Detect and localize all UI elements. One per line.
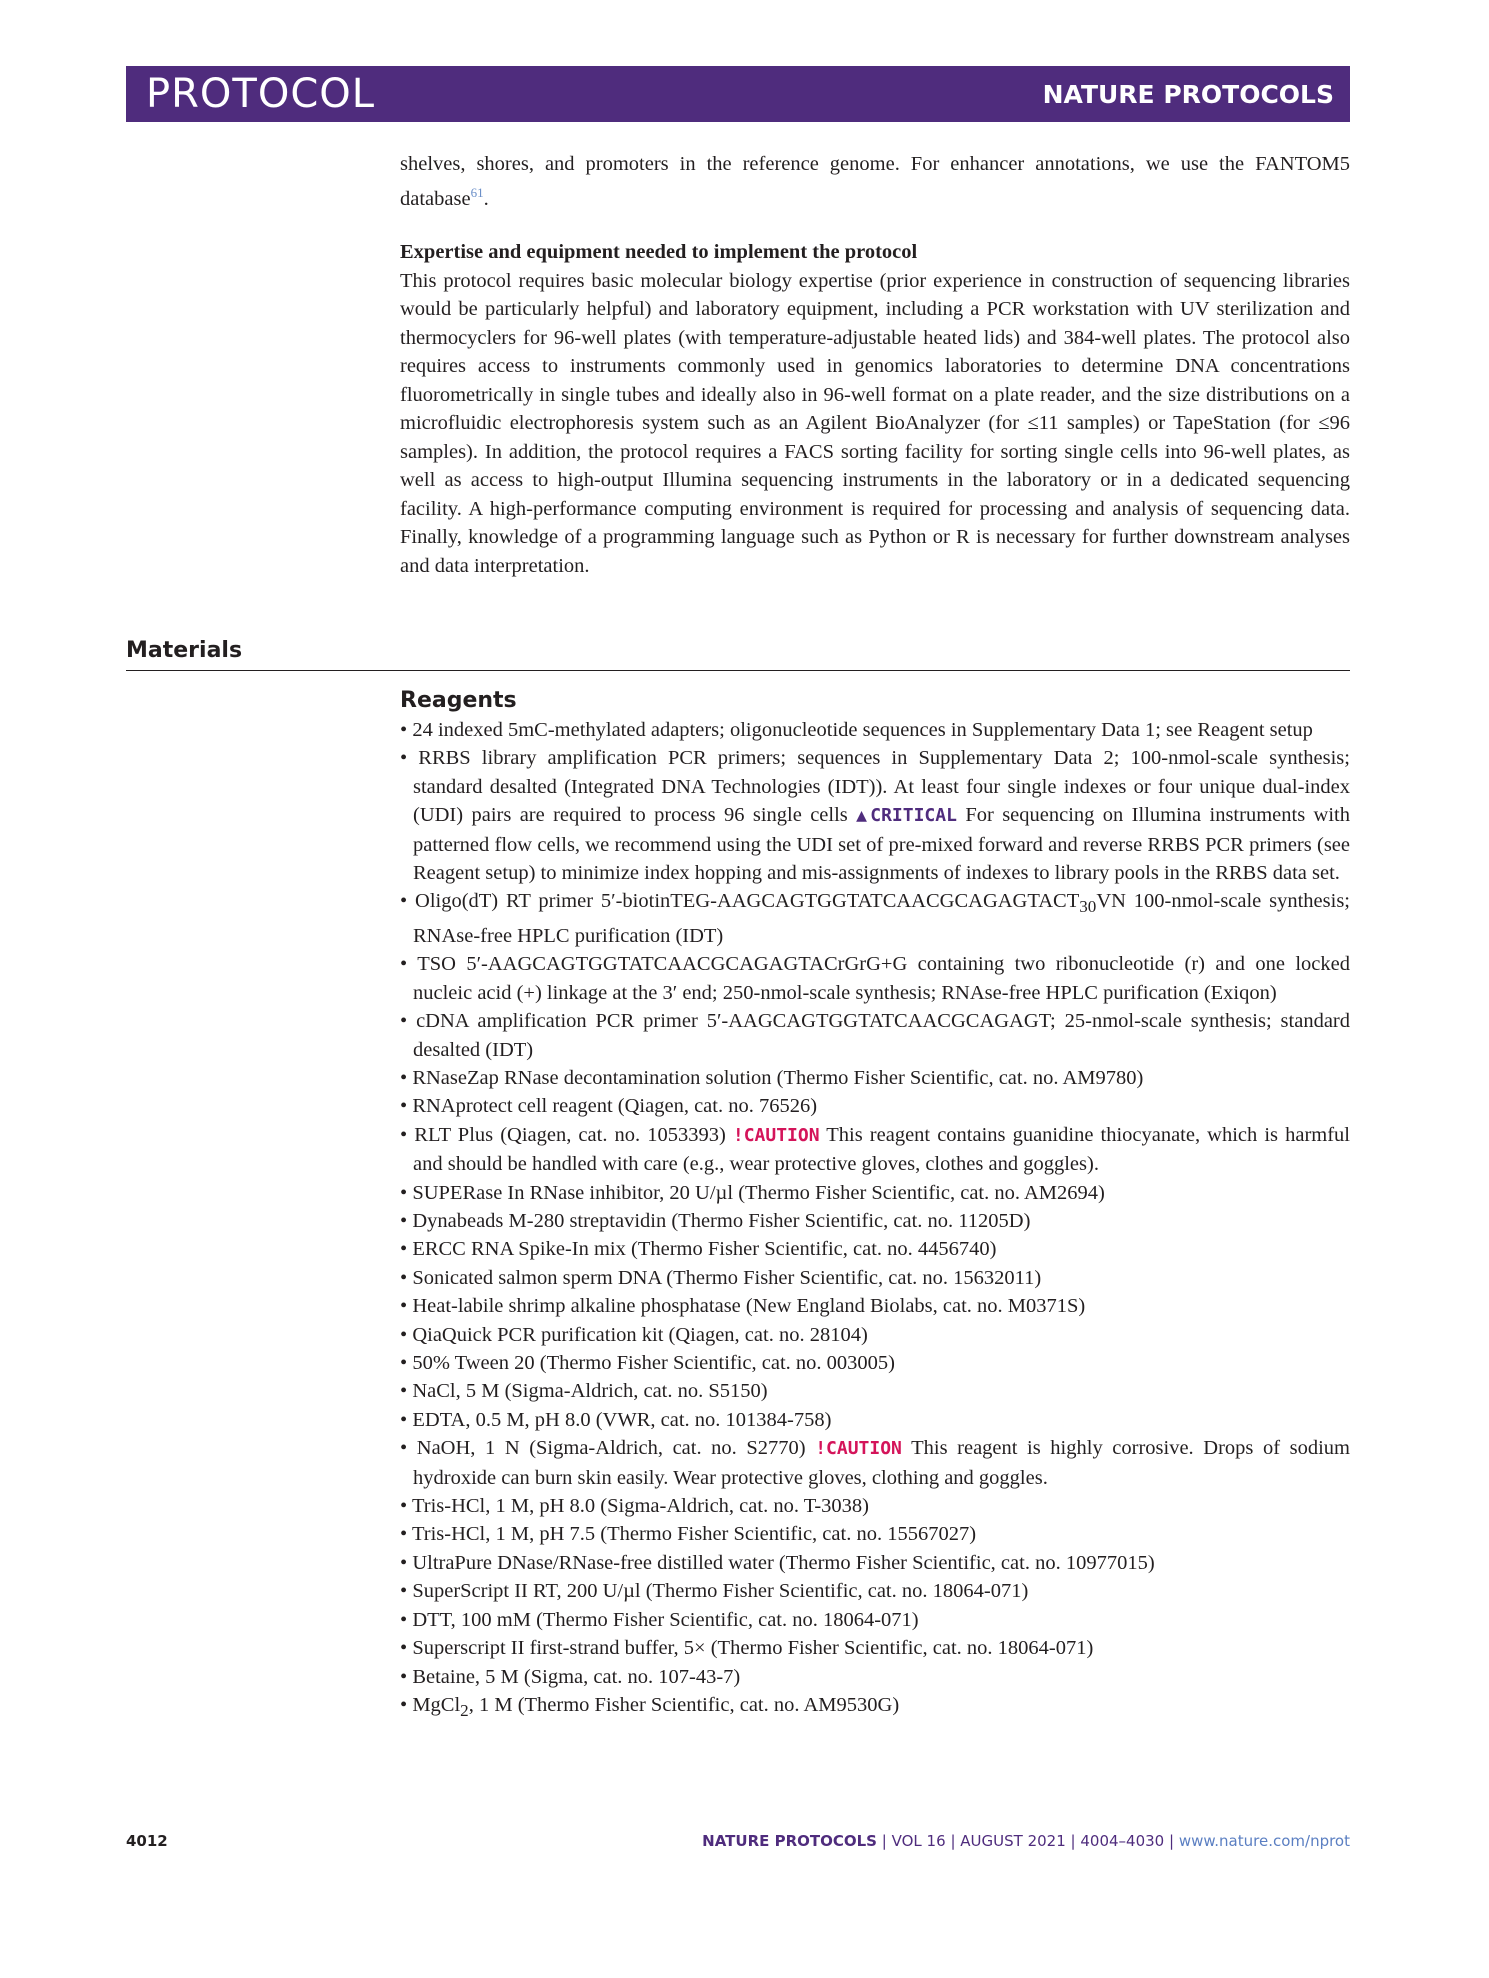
caution-flag: !CAUTION — [732, 1124, 820, 1146]
reagent-text: NaOH, 1 N (Sigma-Aldrich, cat. no. S2770) — [416, 1437, 816, 1460]
reagent-item — [384, 1207, 1350, 1235]
reagent-text: UltraPure DNase/RNase-free distilled water (Thermo Fisher Scientific, cat. no. 10977015) — [412, 1551, 1155, 1574]
reagent-item — [384, 1121, 1350, 1179]
reagent-text: MgCl — [412, 1693, 461, 1716]
reagent-item — [384, 1663, 1350, 1691]
reagent-subscript: 2 — [460, 1701, 469, 1720]
reagent-item — [384, 1434, 1350, 1492]
section-label: PROTOCOL — [146, 71, 376, 117]
page-number: 4012 — [126, 1832, 168, 1850]
reagents-heading: Reagents — [400, 688, 517, 713]
reagent-text-continued: This reagent contains guanidine thiocyanate, which is harmful and should be handled with care (e.g., wear protective gloves, clothes and goggles). — [413, 1123, 1350, 1176]
reagent-text: Tris-HCl, 1 M, pH 7.5 (Thermo Fisher Scientific, cat. no. 15567027) — [411, 1523, 977, 1546]
reagent-item — [384, 1577, 1350, 1605]
reagent-text: EDTA, 0.5 M, pH 8.0 (VWR, cat. no. 101384-758) — [412, 1408, 832, 1431]
reagent-text: Dynabeads M-280 streptavidin (Thermo Fisher Scientific, cat. no. 11205D) — [412, 1210, 1031, 1232]
reagent-item — [384, 1321, 1350, 1349]
reagent-text: RLT Plus (Qiagen, cat. no. 1053393) — [414, 1123, 733, 1146]
reagent-text-continued: , 1 M (Thermo Fisher Scientific, cat. no. AM9530G) — [468, 1693, 900, 1716]
reagent-text: RRBS library amplification PCR primers; sequences in Supplementary Data 2; 100-nmol-scale synthesis; standard desalted (Integrated DNA Technologies (IDT)). At least four single indexes or four unique dual-index (UDI) pairs are required to process 96 single cells — [413, 747, 1350, 827]
reagent-text: DTT, 100 mM (Thermo Fisher Scientific, cat. no. 18064-071) — [412, 1608, 919, 1631]
reagent-text: cDNA amplification PCR primer 5′-AAGCAGTGGTATCAACGCAGAGT; 25-nmol-scale synthesis; standard desalted (IDT) — [413, 1010, 1350, 1061]
critical-flag: ▲CRITICAL — [856, 805, 957, 827]
reagent-text: TSO 5′-AAGCAGTGGTATCAACGCAGAGTACrGrG+G containing two ribonucleotide (r) and one locked nucleic acid (+) linkage at the 3′ end; 250-nmol-scale synthesis; RNAse-free HPLC purification (Exiqon) — [413, 953, 1350, 1004]
reagent-text: Sonicated salmon sperm DNA (Thermo Fisher Scientific, cat. no. 15632011) — [412, 1266, 1042, 1289]
reagent-item — [384, 1064, 1350, 1092]
reagent-item — [384, 1264, 1350, 1292]
reagent-text: RNaseZap RNase decontamination solution (Thermo Fisher Scientific, cat. no. AM9780) — [412, 1066, 1144, 1089]
reagent-list — [384, 716, 1350, 1725]
reagent-item — [384, 1092, 1350, 1120]
reagent-text-continued: VN 100-nmol-scale synthesis; RNAse-free HPLC purification (IDT) — [413, 890, 1350, 947]
reagent-text: Superscript II first-strand buffer, 5× (Thermo Fisher Scientific, cat. no. 18064-071) — [412, 1637, 1094, 1660]
reagent-item — [384, 1492, 1350, 1520]
footer-pages: 4004–4030 — [1080, 1832, 1165, 1850]
intro-paragraph — [400, 150, 1350, 213]
reagent-item — [384, 1179, 1350, 1207]
reagent-text: Heat-labile shrimp alkaline phosphatase (New England Biolabs, cat. no. M0371S) — [412, 1295, 1086, 1318]
reagent-text: ERCC RNA Spike-In mix (Thermo Fisher Scientific, cat. no. 4456740) — [412, 1238, 997, 1261]
reagent-text: RNAprotect cell reagent (Qiagen, cat. no. 76526) — [412, 1095, 818, 1118]
section-divider — [126, 670, 1350, 671]
expertise-text: This protocol requires basic molecular biology expertise (prior experience in construction of sequencing libraries would be particularly helpful) and laboratory equipment, including a PCR workstation with UV sterilization and thermocyclers for 96-well plates (with temperature-adjustable heated lids) and 384-well plates. The protocol also requires access to instruments commonly used in genomics laboratories to determine DNA concentrations fluorometrically in single tubes and ideally also in 96-well format on a plate reader, and the size distributions on a microfluidic electrophoresis system such as an Agilent BioAnalyzer (for ≤11 samples) or TapeStation (for ≤96 samples). In addition, the protocol requires a FACS sorting facility for sorting single cells into 96-well plates, as well as access to high-output Illumina sequencing instruments in the laboratory or in a dedicated sequencing facility. A high-performance computing environment is required for processing and analysis of sequencing data. Finally, knowledge of a programming language such as Python or R is necessary for further downstream analyses and data interpretation. — [400, 269, 1350, 577]
reagent-text: Oligo(dT) RT primer 5′-biotinTEG-AAGCAGTGGTATCAACGCAGAGTACT — [415, 890, 1080, 913]
footer-volume: VOL 16 — [891, 1832, 946, 1850]
reagent-item — [384, 1549, 1350, 1577]
reagent-item — [384, 1349, 1350, 1377]
reference-link[interactable]: 61 — [470, 184, 484, 200]
footer-separator: | — [1070, 1832, 1076, 1850]
header-banner — [126, 66, 1350, 122]
reagent-text: Tris-HCl, 1 M, pH 8.0 (Sigma-Aldrich, cat. no. T-3038) — [411, 1495, 870, 1518]
reagent-item — [384, 744, 1350, 887]
journal-label: NATURE PROTOCOLS — [1042, 80, 1334, 109]
footer-journal: NATURE PROTOCOLS — [702, 1832, 877, 1850]
expertise-section — [400, 238, 1350, 580]
reagent-item — [384, 1377, 1350, 1405]
intro-text: shelves, shores, and promoters in the reference genome. For enhancer annotations, we use the FANTOM5 database — [400, 153, 1350, 210]
reagent-text: SuperScript II RT, 200 U/µl (Thermo Fisher Scientific, cat. no. 18064-071) — [412, 1580, 1029, 1603]
reagent-item — [384, 1691, 1350, 1726]
reagent-item — [384, 1520, 1350, 1548]
reagent-item — [384, 950, 1350, 1007]
reagent-text-continued: This reagent is highly corrosive. Drops of sodium hydroxide can burn skin easily. Wear protective gloves, clothing and goggles. — [413, 1437, 1350, 1489]
reagent-subscript: 30 — [1079, 897, 1097, 917]
footer-separator: | — [950, 1832, 956, 1850]
reagent-item — [384, 716, 1350, 744]
intro-end: . — [483, 187, 489, 210]
reagent-item — [384, 887, 1350, 950]
reagent-text-continued: For sequencing on Illumina instruments with patterned flow cells, we recommend using the UDI set of pre-mixed forward and reverse RRBS PCR primers (see Reagent setup) to minimize index hopping and mis-assignments of indexes to library pools in the RRBS data set. — [413, 804, 1351, 885]
reagent-text: 50% Tween 20 (Thermo Fisher Scientific, cat. no. 003005) — [412, 1352, 895, 1375]
materials-heading: Materials — [126, 638, 243, 663]
reagent-text: QiaQuick PCR purification kit (Qiagen, cat. no. 28104) — [412, 1323, 868, 1346]
footer-date: AUGUST 2021 — [960, 1832, 1066, 1850]
caution-flag: !CAUTION — [815, 1438, 902, 1460]
reagent-item — [384, 1235, 1350, 1263]
footer-separator: | — [881, 1832, 887, 1850]
reagent-text: Betaine, 5 M (Sigma, cat. no. 107-43-7) — [412, 1665, 741, 1688]
reagent-item — [384, 1634, 1350, 1662]
expertise-heading: Expertise and equipment needed to implement the protocol — [400, 241, 918, 263]
reagent-text: SUPERase In RNase inhibitor, 20 U/µl (Thermo Fisher Scientific, cat. no. AM2694) — [412, 1181, 1105, 1204]
footer-separator: | — [1169, 1832, 1175, 1850]
reagent-item — [384, 1606, 1350, 1634]
reagent-item — [384, 1406, 1350, 1434]
reagent-item — [384, 1007, 1350, 1064]
journal-info — [702, 1832, 1350, 1850]
reagent-text: NaCl, 5 M (Sigma-Aldrich, cat. no. S5150) — [412, 1380, 768, 1403]
footer-url-link[interactable]: www.nature.com/nprot — [1178, 1832, 1350, 1850]
reagent-item — [384, 1292, 1350, 1320]
reagent-text: 24 indexed 5mC-methylated adapters; oligonucleotide sequences in Supplementary Data 1; see Reagent setup — [412, 719, 1313, 741]
